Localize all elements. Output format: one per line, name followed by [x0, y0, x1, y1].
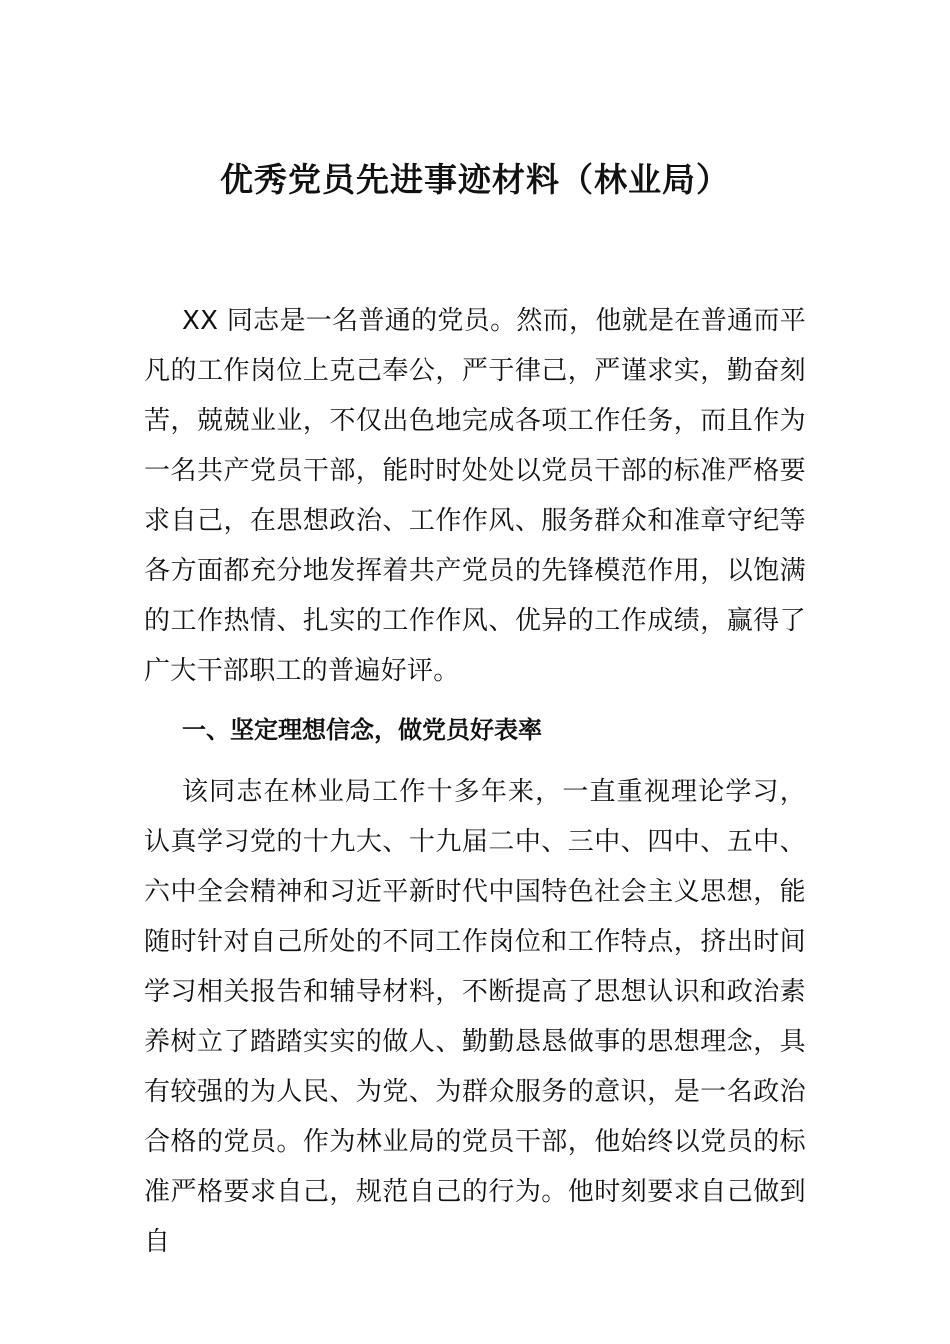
- intro-paragraph: XX 同志是一名普通的党员。然而，他就是在普通而平凡的工作岗位上克己奉公，严于律己，严谨求实，勤奋刻苦，兢兢业业，不仅出色地完成各项工作任务，而且作为一名共产党员干部，能时时处处以党员干部的标准严格要求自己，在思想政治、工作作风、服务群众和准章守纪等各方面都充分地发挥着共产党员的先锋模范作用，以饱满的工作热情、扎实的工作作风、优异的工作成绩，赢得了广大干部职工的普遍好评。: [144, 306, 806, 686]
- document-title: 优秀党员先进事迹材料（林业局）: [220, 160, 730, 199]
- section-heading: 一、坚定理想信念，做党员好表率: [182, 716, 542, 744]
- section-paragraph: 该同志在林业局工作十多年来，一直重视理论学习，认真学习党的十九大、十九届二中、三中、四中、五中、六中全会精神和习近平新时代中国特色社会主义思想，能随时针对自己所处的不同工作岗位和工作特点，挤出时间学习相关报告和辅导材料，不断提高了思想认识和政治素养树立了踏踏实实的做人、勤勤恳恳做事的思想理念，具有较强的为人民、为党、为群众服务的意识，是一名政治合格的党员。作为林业局的党员干部，他始终以党员的标准严格要求自己，规范自己的行为。他时刻要求自己做到自: [144, 777, 806, 1257]
